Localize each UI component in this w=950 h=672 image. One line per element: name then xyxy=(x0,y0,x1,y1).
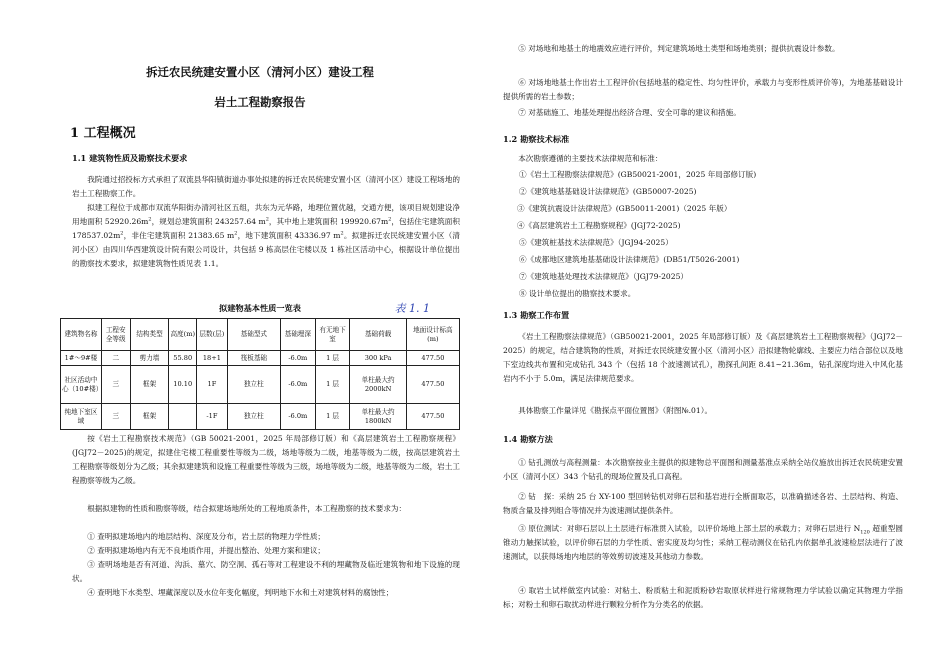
list-item: ⑥ 对场地地基土作出岩土工程评价(包括地基的稳定性、均匀性评价，承载力与变形性质评价等)，为地基基础设计提供所需的岩土参数； xyxy=(503,78,903,101)
table-cell: 单柱最大约1800kN xyxy=(350,404,406,430)
table-row xyxy=(61,366,460,404)
method-item: ④ 取岩土试样做室内试验：对粘土、粉质粘土和泥质粉砂岩取原状样进行常规物理力学试验以确定其物理力学指标；对粉土和卵石取扰动样进行颗粒分析作为分类名的依据。 xyxy=(503,586,903,609)
table-cell: 55.80 xyxy=(169,351,197,366)
table-cell: 477.50 xyxy=(406,404,459,430)
table-cell xyxy=(169,404,197,430)
method-item: ① 钻孔测放与高程测量：本次勘察按业主提供的拟建物总平面图和测量基准点采纳全站仪施放出拆迁农民统建安置小区（清河小区）343 个钻孔的现场位置及孔口高程。 xyxy=(503,458,903,481)
table-header-cell: 结构类型 xyxy=(130,319,169,351)
table-header-cell: 建筑物名称 xyxy=(61,319,102,351)
table-cell: 框架 xyxy=(130,404,169,430)
table-cell: -6.0m xyxy=(280,351,315,366)
table-header-cell: 有无地下室 xyxy=(315,319,350,351)
table-cell: 477.50 xyxy=(406,366,459,404)
table-cell: 剪力墙 xyxy=(130,351,169,366)
report-subtitle: 岩土工程勘察报告 xyxy=(214,95,306,109)
paragraph-workload: 具体勘察工作量详见《勘探点平面位置图》（附图№.01）。 xyxy=(518,406,713,415)
table-cell: -6.0m xyxy=(280,366,315,404)
building-properties-table xyxy=(60,318,460,430)
list-item: ④ 查明地下水类型、埋藏深度以及水位年变化幅度，判明地下水和土对建筑材料的腐蚀性； xyxy=(87,588,394,597)
table-cell: 单柱最大约2000kN xyxy=(350,366,406,404)
standard-item: ④《高层建筑岩土工程勘察规程》(JGJ72-2025) xyxy=(517,221,681,230)
table-cell: 二 xyxy=(101,351,130,366)
standard-item: ⑤《建筑桩基技术法律规范》（JGJ94-2025） xyxy=(519,238,673,247)
subsection-heading-1-2: 1.2 勘察技术标准 xyxy=(503,134,570,144)
standard-item: ①《岩土工程勘察法律规范》(GB50021-2001，2025 年局部修订版) xyxy=(519,170,757,179)
table-header-cell: 基础埋深 xyxy=(280,319,315,351)
table-cell: 框架 xyxy=(130,366,169,404)
table-cell: 社区活动中心（10#楼） xyxy=(61,366,102,404)
table-cell: 独立柱 xyxy=(227,404,280,430)
list-item: ② 查明拟建场地内有无不良地质作用，并提出整治、处理方案和建议； xyxy=(87,546,326,555)
table-cell: 1F xyxy=(197,366,228,404)
table-cell: -6.0m xyxy=(280,404,315,430)
table-cell: 独立柱 xyxy=(227,366,280,404)
table-row xyxy=(61,404,460,430)
list-item: ⑦ 对基础施工、地基处理提出经济合理、安全可靠的建议和措施。 xyxy=(518,108,741,117)
table-header-cell: 基础型式 xyxy=(227,319,280,351)
standard-item: ⑦《建筑地基处理技术法律规范》（JGJ79-2025） xyxy=(519,272,689,281)
table-cell: 300 kPa xyxy=(350,351,406,366)
subsection-heading-1-3: 1.3 勘察工作布置 xyxy=(503,310,570,320)
table-cell: 1 层 xyxy=(315,404,350,430)
table-row xyxy=(61,351,460,366)
method-item: ② 钻 探：采纳 25 台 XY-100 型回转钻机对卵石层和基岩进行全断面取芯，以准确描述各岩、土层结构、构造、物质含量及排列组合等情况并为波速测试提供条件。 xyxy=(503,492,903,515)
method-item: ③ 原位测试：对卵石层以上土层进行标准贯入试验，以评价场地上部土层的承载力；对卵石层进行 $N_{120}$ 超重型圆锥动力触探试验，以评价卵石层的力学性质、密实度及均匀性；采纳工程动测仪在钻孔内依据单孔波速检层法进行了波速测试，以获得场地内地层的等效剪切波速及其他动力参数。 xyxy=(503,524,903,561)
table-cell: 1 层 xyxy=(315,366,350,404)
list-item: ③ 查明场地是否有河道、沟浜、墓穴、防空洞、孤石等对工程建设不利的埋藏物及临近建筑物和地下设施的现状。 xyxy=(72,560,460,583)
table-cell: 三 xyxy=(101,366,130,404)
table-cell: 1 层 xyxy=(315,351,350,366)
standard-item: ⑥《成都地区建筑地基基础设计法律规范》(DB51/T5026-2001) xyxy=(519,255,740,264)
table-cell: 477.50 xyxy=(406,351,459,366)
list-item: ① 查明拟建场地内的地层结构、深度及分布，岩土层的物理力学性质； xyxy=(87,532,326,541)
standard-item: ②《建筑地基基础设计法律规范》(GB50007-2025) xyxy=(519,187,697,196)
paragraph-intro: 我院通过招投标方式承担了双流县华阳镇街道办事处拟建的拆迁农民统建安置小区（清河小区）建设工程场地的岩土工程勘察工作。 xyxy=(72,175,460,198)
table-header-cell: 工程安全等级 xyxy=(101,319,130,351)
paragraph-requirements: 根据拟建物的性质和勘察等级，结合拟建场地所处的工程地质条件，本工程勘察的技术要求为： xyxy=(87,504,407,513)
section-heading-overview: 1 工程概况 xyxy=(70,126,136,141)
paragraph-layout: 《岩土工程勘察法律规范》（GB50021-2001，2025 年局部修订版）及《高层建筑岩土工程勘察规程》（JGJ72－2025）的规定，结合建筑物的性质，对拆迁农民统建安置小区（清河小区）沿拟建物轮廓线、主要应力结合部位以及地下室边线共布置和完成钻孔 343 个（包括 18 个波速测试孔），勘探孔间距 8.41~21.36m，钻孔深度均进入中风化基岩内不小于 5.0m，满足法律规范要求。 xyxy=(503,332,903,383)
subsection-heading-1-4: 1.4 勘察方法 xyxy=(503,434,553,444)
table-cell: 18+1 xyxy=(197,351,228,366)
subsection-heading-1-1: 1.1 建筑物性质及勘察技术要求 xyxy=(72,153,188,163)
table-header-cell: 地面设计标高(m) xyxy=(406,319,459,351)
table-number: 表 1. 1 xyxy=(394,302,430,315)
paragraph-project: 拟建工程位于成都市双流华阳街办清河社区五组，共东为元华路，地理位置优越，交通方便，该项目规划建设净用地面积 $52920.26m^2$，规划总建筑面积 243257.64 $m^2$，其中地上建筑面积 $199920.67m^2$，包括住宅建筑面积 $178537.02m^2$，非住宅建筑面积 21383.65 $m^2$，地下建筑面积 43336.97 $m^2$。拟建拆迁农民统建安置小区（清河小区）由四川华西建筑设计院有限公司设计，共包括 9 栋高层住宅楼以及 1 栋社区活动中心，根据设计单位提出的勘察技术要求，拟建建筑物性质见表 1.1。 xyxy=(72,203,461,268)
paragraph-grading: 按《岩土工程勘察技术规范》（GB 50021-2001，2025 年局部修订版）和《高层建筑岩土工程勘察规程》(JGJ72－2025)的规定，拟建住宅楼工程重要性等级为二级，场地等级为二级，地基等级为二级，按高层建筑岩土工程勘察等级划分为乙级；其余拟建建筑和设施工程重要性等级为三级，场地等级为二级，地基等级为二级，岩土工程勘察等级为乙级。 xyxy=(72,434,460,485)
standard-item: ③《建筑抗震设计法律规范》(GB50011-2001)（2025 年版） xyxy=(517,204,732,213)
table-header-row xyxy=(61,319,460,351)
list-item: ⑤ 对场地和地基土的地震效应进行评价，判定建筑场地土类型和场地类别；提供抗震设计参数。 xyxy=(518,44,840,53)
table-cell: -1F xyxy=(197,404,228,430)
standard-item: ⑧ 设计单位提出的勘察技术要求。 xyxy=(519,289,636,298)
table-caption: 拟建物基本性质一览表 xyxy=(219,303,301,313)
table-header-cell: 高度(m) xyxy=(169,319,197,351)
table-cell: 1#～9#楼 xyxy=(61,351,102,366)
table-header-cell: 基础荷载 xyxy=(350,319,406,351)
report-title: 拆迁农民统建安置小区（清河小区）建设工程 xyxy=(146,65,374,79)
table-header-cell: 层数(层) xyxy=(197,319,228,351)
table-cell: 10.10 xyxy=(169,366,197,404)
table-cell: 纯地下室区域 xyxy=(61,404,102,430)
paragraph-standards-intro: 本次勘察遵循的主要技术法律规范和标准： xyxy=(518,154,663,163)
table-cell: 三 xyxy=(101,404,130,430)
table-cell: 筏板基础 xyxy=(227,351,280,366)
